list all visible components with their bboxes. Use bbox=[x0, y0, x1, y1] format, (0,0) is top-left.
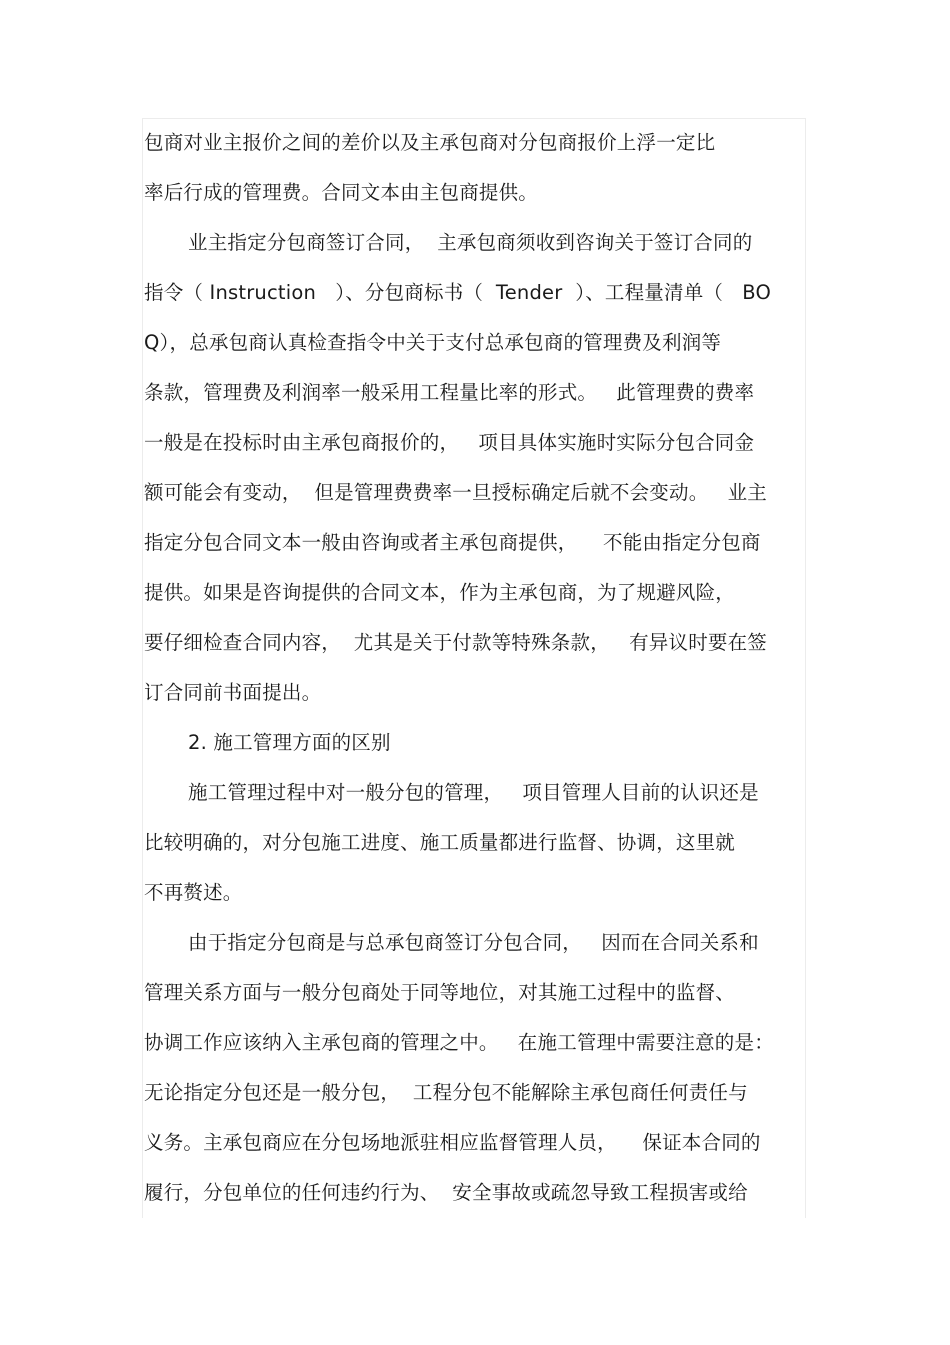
text-line: 额可能会有变动， 但是管理费费率一旦授标确定后就不会变动。 业主 bbox=[144, 481, 767, 504]
text-line: 条款，管理费及利润率一般采用工程量比率的形式。 此管理费的费率 bbox=[144, 381, 755, 404]
text-line: 比较明确的，对分包施工进度、施工质量都进行监督、协调，这里就 bbox=[144, 831, 736, 854]
text-line: 指令（ Instruction ）、分包商标书（ Tender ）、工程量清单（ BO bbox=[144, 281, 772, 304]
text-line: 不再赘述。 bbox=[144, 881, 243, 904]
text-line: 指定分包合同文本一般由咨询或者主承包商提供， 不能由指定分包商 bbox=[144, 531, 761, 554]
text-line: 一般是在投标时由主承包商报价的， 项目具体实施时实际分包合同金 bbox=[144, 431, 755, 454]
text-line: 无论指定分包还是一般分包， 工程分包不能解除主承包商任何责任与 bbox=[144, 1081, 748, 1104]
text-line: 管理关系方面与一般分包商处于同等地位，对其施工过程中的监督、 bbox=[144, 981, 736, 1004]
text-line: 由于指定分包商是与总承包商签订分包合同， 因而在合同关系和 bbox=[188, 931, 759, 954]
text-line: 包商对业主报价之间的差价以及主承包商对分包商报价上浮一定比 bbox=[144, 131, 716, 154]
text-line: 履行，分包单位的任何违约行为、 安全事故或疏忽导致工程损害或给 bbox=[144, 1181, 748, 1204]
text-line: Q），总承包商认真检查指令中关于支付总承包商的管理费及利润等 bbox=[144, 331, 722, 354]
text-line: 义务。主承包商应在分包场地派驻相应监督管理人员， 保证本合同的 bbox=[144, 1131, 761, 1154]
section-heading: 2. 施工管理方面的区别 bbox=[188, 731, 391, 754]
text-line: 率后行成的管理费。合同文本由主包商提供。 bbox=[144, 181, 539, 204]
text-line: 提供。如果是咨询提供的合同文本，作为主承包商，为了规避风险， bbox=[144, 581, 736, 604]
text-line: 协调工作应该纳入主承包商的管理之中。 在施工管理中需要注意的是： bbox=[144, 1031, 774, 1054]
text-line: 订合同前书面提出。 bbox=[144, 681, 322, 704]
text-line: 施工管理过程中对一般分包的管理， 项目管理人目前的认识还是 bbox=[188, 781, 759, 804]
text-line: 要仔细检查合同内容， 尤其是关于付款等特殊条款， 有异议时要在签 bbox=[144, 631, 767, 654]
document-body bbox=[144, 118, 804, 1218]
text-line: 业主指定分包商签订合同， 主承包商须收到咨询关于签订合同的 bbox=[188, 231, 753, 254]
